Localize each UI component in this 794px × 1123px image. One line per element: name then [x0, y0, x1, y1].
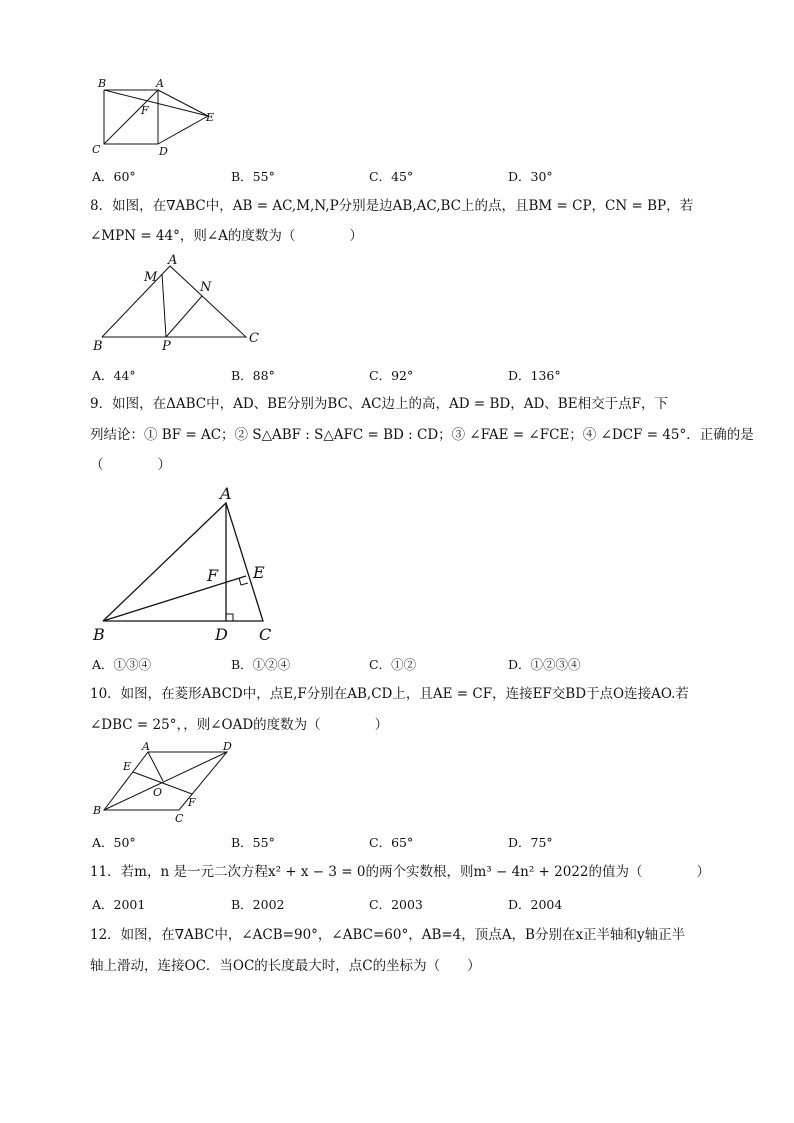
q11-option-b[interactable]: B．2002 — [231, 897, 285, 912]
q10-segment-ef — [133, 772, 192, 794]
q8-segment-pn — [166, 296, 202, 337]
q9-option-b[interactable]: B．①②④ — [231, 657, 291, 672]
q8-label-n: N — [200, 280, 212, 295]
q9-stem-line3: （ ） — [90, 457, 171, 473]
q8-label-c: C — [249, 331, 259, 346]
q9-figure — [88, 483, 288, 648]
q11-option-d[interactable]: D．2004 — [508, 897, 563, 912]
q9-right-angle-d — [226, 614, 233, 621]
q10-stem-line1: 10．如图，在菱形ABCD中，点E,F分别在AB,CD上，且AE = CF，连接EF交BD于点O连接AO.若 — [90, 686, 689, 702]
q8-label-a: A — [168, 253, 178, 268]
q10-label-b: B — [93, 804, 102, 817]
q8-label-b: B — [93, 339, 103, 354]
q9-triangle — [103, 503, 263, 621]
q7-segment-de — [158, 116, 208, 144]
q7-segment-ae — [158, 90, 208, 116]
q7-segment-be — [104, 90, 208, 116]
q8-segment-mp — [162, 274, 166, 337]
q8-label-p: P — [162, 339, 171, 354]
q9-label-a: A — [220, 484, 232, 503]
q7-label-d: D — [159, 145, 168, 158]
q10-stem-line2: ∠DBC = 25°，，则∠OAD的度数为（ ） — [90, 717, 389, 733]
q11-option-c[interactable]: C．2003 — [369, 897, 423, 912]
q9-stem-line2: 列结论：① BF = AC；② S△ABF : S△AFC = BD : CD；③ ∠FAE = ∠FCE；④ ∠DCF = 45°．正确的是 — [90, 427, 754, 443]
q10-figure — [90, 740, 250, 825]
q12-stem-line1: 12．如图，在∇ABC中，∠ACB=90°，∠ABC=60°，AB=4，顶点A，B分别在x正半轴和y轴正半 — [90, 927, 686, 943]
q7-option-c[interactable]: C．45° — [369, 169, 414, 184]
q9-altitude-be — [103, 576, 246, 621]
q10-segment-ao — [148, 752, 163, 781]
q9-option-d[interactable]: D．①②③④ — [508, 657, 581, 672]
q10-option-b[interactable]: B．55° — [231, 835, 275, 850]
q7-label-e: E — [206, 111, 215, 124]
q8-option-a[interactable]: A．44° — [92, 368, 136, 383]
q10-label-f: F — [188, 796, 196, 809]
q10-label-d: D — [223, 740, 232, 753]
q7-figure — [90, 76, 220, 161]
q9-label-e: E — [253, 563, 265, 582]
q9-label-c: C — [259, 625, 272, 644]
q10-label-c: C — [175, 812, 184, 825]
q9-option-c[interactable]: C．①② — [369, 657, 417, 672]
q7-label-a: A — [156, 77, 164, 90]
q10-option-d[interactable]: D．75° — [508, 835, 553, 850]
q9-right-angle-e — [239, 578, 248, 585]
q8-label-m: M — [144, 270, 158, 285]
q12-stem-line2: 轴上滑动，连接OC．当OC的长度最大时，点C的坐标为（ ） — [90, 958, 481, 974]
q10-option-a[interactable]: A．50° — [92, 835, 136, 850]
q7-segment-ca — [104, 90, 158, 144]
q9-label-f: F — [207, 566, 219, 585]
q8-stem-line1: 8．如图，在∇ABC中，AB = AC,M,N,P分别是边AB,AC,BC上的点，且BM = CP，CN = BP，若 — [90, 198, 694, 214]
q11-option-a[interactable]: A．2001 — [92, 897, 146, 912]
q8-option-b[interactable]: B．88° — [231, 368, 275, 383]
q7-label-b: B — [98, 77, 107, 90]
q9-label-b: B — [93, 625, 105, 644]
q7-label-f: F — [141, 104, 149, 117]
q7-option-a[interactable]: A．60° — [92, 169, 136, 184]
q8-figure — [90, 252, 270, 352]
q9-label-d: D — [215, 625, 228, 644]
q9-option-a[interactable]: A．①③④ — [92, 657, 152, 672]
q9-stem-line1: 9．如图，在ΔABC中，AD、BE分别为BC、AC边上的高，AD = BD，AD、BE相交于点F，下 — [90, 396, 668, 412]
q8-option-d[interactable]: D．136° — [508, 368, 561, 383]
q11-stem-line1: 11．若m，n 是一元二次方程x² + x − 3 = 0的两个实数根，则m³ − 4n² + 2022的值为（ ） — [90, 864, 711, 880]
q10-label-a: A — [142, 740, 150, 753]
q7-option-d[interactable]: D．30° — [508, 169, 553, 184]
q7-label-c: C — [92, 143, 101, 156]
q10-label-e: E — [123, 760, 132, 773]
q8-option-c[interactable]: C．92° — [369, 368, 414, 383]
q8-stem-line2: ∠MPN = 44°，则∠A的度数为（ ） — [90, 228, 363, 244]
q8-triangle — [102, 266, 246, 337]
q7-option-b[interactable]: B．55° — [231, 169, 275, 184]
q10-label-o: O — [153, 786, 163, 799]
q10-option-c[interactable]: C．65° — [369, 835, 414, 850]
